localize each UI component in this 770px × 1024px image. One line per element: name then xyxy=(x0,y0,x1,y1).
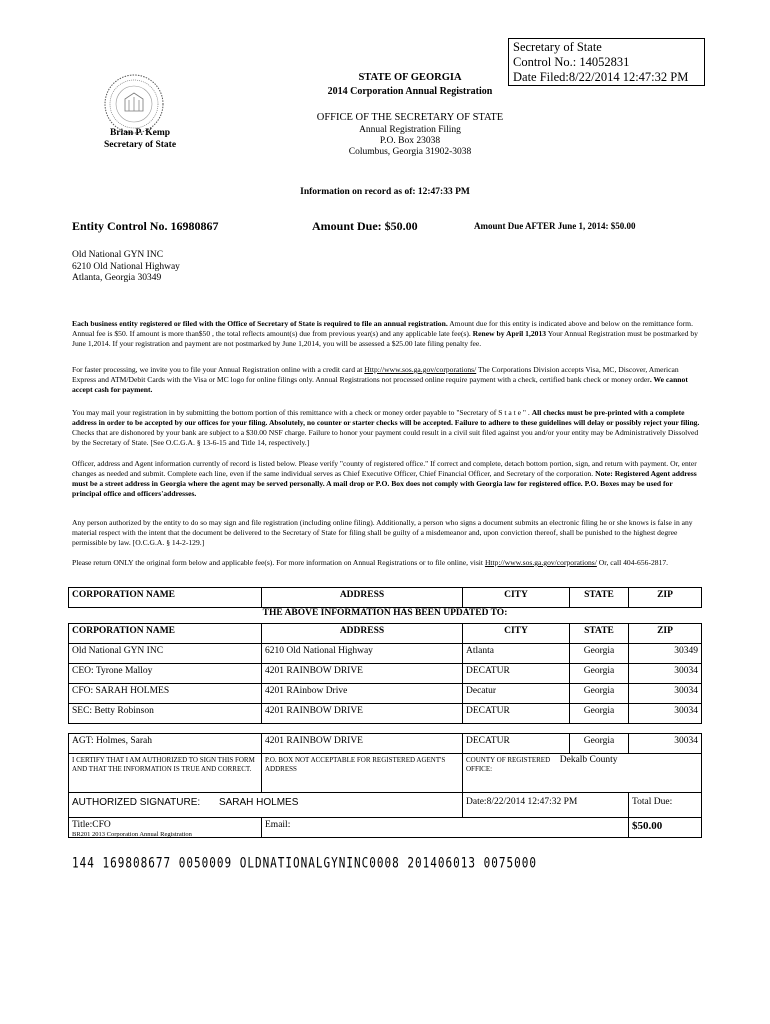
agent-state-input[interactable]: Georgia xyxy=(570,734,629,754)
online-text: For faster processing, we invite you to file your Annual Registration online with a credit card at xyxy=(72,365,365,374)
online-text-2: The Corporations Division accepts Visa, MC, Discover, American Express and ATM/Debit Cards with the Visa or MC logo for online filings only. Annual Registrations not processed online require payment with a check, certified bank check or money order xyxy=(72,365,679,384)
date-field: Date:8/22/2014 12:47:32 PM xyxy=(463,793,629,818)
signature-input[interactable]: SARAH HOLMES xyxy=(218,797,299,808)
col-corporation-name: CORPORATION NAME xyxy=(69,624,262,644)
certify-statement: I CERTIFY THAT I AM AUTHORIZED TO SIGN THIS FORM AND THAT THE INFORMATION IS TRUE AND CORRECT. xyxy=(69,754,262,793)
total-due-label: Total Due: xyxy=(629,793,702,818)
county-cell xyxy=(463,754,702,793)
state-input[interactable]: Georgia xyxy=(570,664,629,684)
paragraph-officer xyxy=(72,459,700,499)
corporation-name-input[interactable]: Old National GYN INC xyxy=(69,644,262,664)
table-row xyxy=(69,793,702,818)
stamp-control-no: Control No.: 14052831 xyxy=(513,55,630,69)
col-address: ADDRESS xyxy=(262,588,463,608)
state-input[interactable]: Georgia xyxy=(570,644,629,664)
city-input[interactable]: Atlanta xyxy=(463,644,570,664)
return-text-2: Or, call 404-656-2817. xyxy=(596,558,669,567)
stamp-agency: Secretary of State xyxy=(513,40,602,54)
paragraph-authorization xyxy=(72,518,700,548)
state-input[interactable]: Georgia xyxy=(570,704,629,724)
table-row xyxy=(69,704,702,724)
col-city: CITY xyxy=(463,624,570,644)
entity-name: Old National GYN INC xyxy=(72,250,164,260)
zip-input[interactable]: 30034 xyxy=(629,684,702,704)
no-cash-note: . We cannot accept cash for payment. xyxy=(72,375,688,394)
table-row xyxy=(69,754,702,793)
total-due-value: $50.00 xyxy=(629,818,702,838)
email-field[interactable]: Email: xyxy=(262,818,629,838)
updated-info-table xyxy=(68,623,702,724)
table-row xyxy=(69,664,702,684)
cfo-input[interactable]: CFO: SARAH HOLMES xyxy=(69,684,262,704)
city-input[interactable]: DECATUR xyxy=(463,704,570,724)
county-input[interactable]: Dekalb County xyxy=(559,755,618,765)
officer-text: Officer, address and Agent information currently of record is listed below. Please verify "county of registered office." If correct and complete, detach bottom portion, sign, and return with payment. Or, enter changes as needed and submit. Complete each line, even if the same individual serves as Chief Executive Officer, Chief Financial Officer, and Secretary of the corporation. xyxy=(72,459,697,478)
col-state: STATE xyxy=(570,588,629,608)
city-input[interactable]: Decatur xyxy=(463,684,570,704)
agent-note: Note: Registered Agent address must be a street address in Georgia where the agent may be served personally. A mail drop or P.O. Box does not comply with Georgia law for registered office. P.O. Boxes may be used for principal office and officers'addresses. xyxy=(72,469,697,498)
entity-control-no: Entity Control No. 16980867 xyxy=(72,219,219,233)
table-header-row xyxy=(69,624,702,644)
col-state: STATE xyxy=(570,624,629,644)
entity-address-line2: Atlanta, Georgia 30349 xyxy=(72,273,162,283)
georgia-seal-icon xyxy=(103,73,165,135)
official-title: Secretary of State xyxy=(103,140,177,150)
zip-input[interactable]: 30034 xyxy=(629,664,702,684)
ocr-scanline: 144 169808677 0050009 OLDNATIONALGYNINC0008 201406013 0075000 xyxy=(72,855,537,872)
table-row xyxy=(69,644,702,664)
nsf-text: Checks that are dishonored by your bank are subject to a $30.00 NSF charge. Failure to honor your payment could result in a civil suit filed against you and/or your entity may be Administratively Dissolved by the Secretary of State. [See O.C.G.A. § 13-6-15 and Title 14, respectively.] xyxy=(72,428,699,447)
current-info-table xyxy=(68,587,702,608)
signature-cell xyxy=(69,793,463,818)
col-address: ADDRESS xyxy=(262,624,463,644)
address-input[interactable]: 4201 RAINBOW DRIVE xyxy=(262,664,463,684)
agent-address-input[interactable]: 4201 RAINBOW DRIVE xyxy=(262,734,463,754)
amount-due: Amount Due: $50.00 xyxy=(312,219,418,233)
col-zip: ZIP xyxy=(629,624,702,644)
address-input[interactable]: 4201 RAINBOW DRIVE xyxy=(262,704,463,724)
paragraph-online xyxy=(72,365,700,395)
checks-note: All checks must be pre-printed with a complete address in order to be accepted by our offices for your filing. Absolutely, no counter or starter checks will be accepted. Failure to adhere to these guidelines will delay or possibly reject your filing. xyxy=(72,408,700,427)
agent-zip-input[interactable]: 30034 xyxy=(629,734,702,754)
paragraph-return xyxy=(72,558,700,568)
mail-text: You may mail your registration in by submitting the bottom portion of this remittance with a check or money order payable to "Secretary of S t a t e " . xyxy=(72,408,532,417)
entity-address-block xyxy=(72,250,180,285)
requirement-text: Amount due for this entity is indicated above and below on the remittance form. Annual fee is $50. If amount is more than$50 , the total reflects amount(s) due from previous year(s) and any applicable late fee(s). xyxy=(72,319,693,338)
address-input[interactable]: 4201 RAinbow Drive xyxy=(262,684,463,704)
postmark-text: Your Annual Registration must be postmarked by June 1,2014. If your registration and payment are not postmarked by June 1,2014, you will be assessed a $25.00 late filing penalty fee. xyxy=(72,329,698,348)
info-as-of: Information on record as of: 12:47:33 PM xyxy=(300,187,470,197)
online-link[interactable]: Http://www.sos.ga.gov/corporations/ xyxy=(364,365,477,374)
agent-signature-table xyxy=(68,733,702,838)
table-row xyxy=(69,734,702,754)
zip-input[interactable]: 30349 xyxy=(629,644,702,664)
table-header-row xyxy=(69,588,702,608)
filing-stamp xyxy=(508,38,705,86)
return-text: Please return ONLY the original form below and applicable fee(s). For more information on Annual Registrations or to file online, visit xyxy=(72,558,485,567)
title-field[interactable]: Title:CFO xyxy=(69,818,262,838)
state-input[interactable]: Georgia xyxy=(570,684,629,704)
sec-input[interactable]: SEC: Betty Robinson xyxy=(69,704,262,724)
entity-address-line1: 6210 Old National Highway xyxy=(72,261,180,272)
office-city: Columbus, Georgia 31902-3038 xyxy=(348,147,472,157)
registration-title: 2014 Corporation Annual Registration xyxy=(327,86,493,97)
return-link[interactable]: Http://www.sos.ga.gov/corporations/ xyxy=(484,558,597,567)
pobox-note: P.O. BOX NOT ACCEPTABLE FOR REGISTERED AGENT'S ADDRESS xyxy=(262,754,463,793)
table-row xyxy=(69,684,702,704)
zip-input[interactable]: 30034 xyxy=(629,704,702,724)
paragraph-mail xyxy=(72,408,700,448)
agent-city-input[interactable]: DECATUR xyxy=(463,734,570,754)
authorization-text: Any person authorized by the entity to do so may sign and file registration (including online filing). Additionally, a person who signs a document submits an electronic filing he or she knows is false in any material respect with the intent that the document be delivered to the Secretary of State for filing shall be guilty of a misdemeanor and, upon conviction thereof, shall be punished to the highest degree permissible by law. [O.C.G.A. § 14-2-129.] xyxy=(72,518,693,547)
office-name: OFFICE OF THE SECRETARY OF STATE xyxy=(316,112,504,123)
stamp-date-filed: Date Filed:8/22/2014 12:47:32 PM xyxy=(513,70,689,84)
state-heading: STATE OF GEORGIA xyxy=(358,72,462,83)
county-label: COUNTY OF REGISTERED OFFICE: xyxy=(466,756,551,773)
ceo-input[interactable]: CEO: Tyrone Malloy xyxy=(69,664,262,684)
renew-by: Renew by April 1,2013 xyxy=(472,329,547,338)
updated-label: THE ABOVE INFORMATION HAS BEEN UPDATED TO: xyxy=(262,608,508,618)
office-pobox: P.O. Box 23038 xyxy=(379,136,441,146)
city-input[interactable]: DECATUR xyxy=(463,664,570,684)
requirement-bold: Each business entity registered or filed with the Office of Secretary of State is required to file an annual registration. xyxy=(72,319,448,328)
office-filing: Annual Registration Filing xyxy=(359,125,461,135)
address-input[interactable]: 6210 Old National Highway xyxy=(262,644,463,664)
agent-input[interactable]: AGT: Holmes, Sarah xyxy=(69,734,262,754)
form-id: BR201 2013 Corporation Annual Registration xyxy=(72,831,192,838)
official-name: Brian P. Kemp xyxy=(109,128,171,138)
amount-due-after: Amount Due AFTER June 1, 2014: $50.00 xyxy=(474,221,636,231)
col-zip: ZIP xyxy=(629,588,702,608)
col-corporation-name: CORPORATION NAME xyxy=(69,588,262,608)
signature-label: AUTHORIZED SIGNATURE: xyxy=(72,797,201,808)
paragraph-requirement xyxy=(72,319,700,349)
col-city: CITY xyxy=(463,588,570,608)
